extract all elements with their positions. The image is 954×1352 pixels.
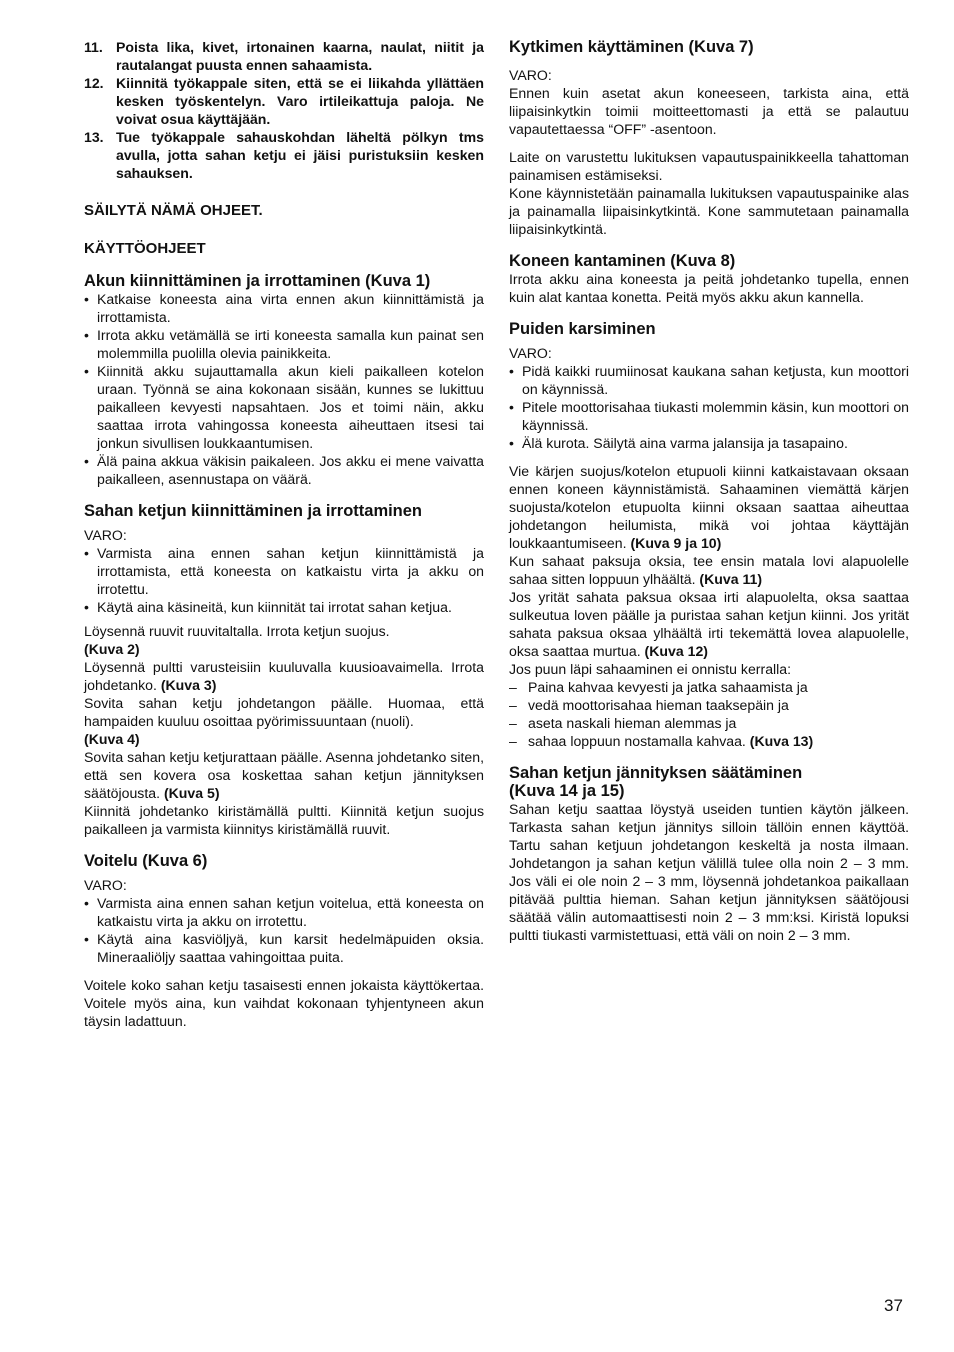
list-item: • Varmista aina ennen sahan ketjun voitelua, että koneesta on katkaistu virta ja akku on irrotettu. <box>84 894 484 930</box>
chain-paragraph: Löysennä ruuvit ruuvitaltalla. Irrota ketjun suojus. (Kuva 2) <box>84 623 390 657</box>
list-item: 11. Poista lika, kivet, irtonainen kaarna, naulat, niitit ja rautalangat puusta ennen sahaamista. <box>84 39 484 73</box>
list-item: • Pidä kaikki ruumiinosat kaukana sahan ketjusta, kun moottori on käynnissä. <box>509 362 909 398</box>
list-item: • Irrota akku vetämällä se irti koneesta samalla kun painat sen molemmilla puolilla olevia painikkeita. <box>84 326 484 362</box>
switch-paragraph: Kone käynnistetään painamalla lukituksen vapautuspainike alas ja painamalla liipaisinkytkintä. Kone sammutetaan painamalla liipaisinkytkintä. <box>509 185 909 237</box>
chain-paragraph: Sovita sahan ketju johdetangon päälle. Huomaa, että hampaiden kuuluu osoittaa pyörimissuuntaan (nuoli). (Kuva 4) <box>84 695 484 747</box>
tension-paragraph: Sahan ketju saattaa löystyä useiden tuntien käytön jälkeen. Tarkasta sahan ketjun jännitys silloin tällöin ennen käyttöä. Tartu sahan ketjuun johdetangon keskeltä ja nosta ilmaan. Johdetangon ja sahan ketjun välillä tulee olla noin 2 – 3 mm. Jos väli ei ole noin 2 – 3 mm, löysennä johdetankoa paikallaan pitävää pulttia hieman. Sahan ketjun jännityksen säätöjousi säätää välin automaattisesti noin 2 – 3 mm:ksi. Kiristä lopuksi pultti tiukasti varmistettuasi, että väli on noin 2 – 3 mm. <box>509 801 909 943</box>
list-item: – vedä moottorisahaa hieman taaksepäin ja <box>509 696 909 714</box>
chain-paragraph: Kiinnitä johdetanko kiristämällä pultti. Kiinnitä ketjun suojus paikalleen ja varmista kiinnitys kiristämällä ruuvit. <box>84 803 484 837</box>
switch-paragraph: Laite on varustettu lukituksen vapautuspainikkeella tahattoman painamisen estämiseksi. <box>509 149 909 183</box>
right-column <box>509 38 909 944</box>
chain-paragraph: Löysennä pultti varusteisiin kuuluvalla kuusioavaimella. Irrota johdetanko. (Kuva 3) <box>84 659 484 693</box>
switch-paragraph: Ennen kuin asetat akun koneeseen, tarkista aina, että liipaisinkytkin toimii moitteettomasti ja että se palautuu vapautettaessa “OFF” -asentoon. <box>509 85 909 137</box>
pruning-paragraph: Jos yrität sahata paksua oksaa irti alapuolelta, oksa saattaa sulkeutua loven päälle ja puristaa sahan ketjun kiinni. Jos yrität sahata paksua oksaa ylhäältä irti tekemättä lovea alapuolelle, oksa saattaa murtua. (Kuva 12) <box>509 589 909 659</box>
list-item: • Käytä aina käsineitä, kun kiinnität tai irrotat sahan ketjua. <box>84 598 484 616</box>
chain-bullets <box>84 544 484 616</box>
list-item: • Älä paina akkua väkisin paikaleen. Jos akku ei mene vaivatta paikalleen, asennustapa on väärä. <box>84 452 484 488</box>
pruning-steps <box>509 678 909 750</box>
caution-label: VARO: <box>84 877 127 893</box>
chain-paragraph: Sovita sahan ketju ketjurattaan päälle. Asenna johdetanko siten, että sen kovera osa koskettaa sahan ketjun jännityksen säätöjousta. (Kuva 5) <box>84 749 484 801</box>
pruning-bullets <box>509 362 909 452</box>
list-item: • Pitele moottorisahaa tiukasti molemmin käsin, kun moottori on käynnissä. <box>509 398 909 434</box>
caution-label: VARO: <box>84 527 127 543</box>
pruning-heading: Puiden karsiminen <box>509 320 656 338</box>
left-column <box>84 38 484 1030</box>
chain-heading: Sahan ketjun kiinnittäminen ja irrottaminen <box>84 502 422 520</box>
list-item: • Älä kurota. Säilytä aina varma jalansija ja tasapaino. <box>509 434 909 452</box>
list-item: • Varmista aina ennen sahan ketjun kiinnittämistä ja irrottamista, että koneesta on katkaistu virta ja akku on irrotettu. <box>84 544 484 598</box>
operating-instructions-heading: KÄYTTÖOHJEET <box>84 240 206 257</box>
lubrication-paragraph: Voitele koko sahan ketju tasaisesti ennen jokaista käyttökertaa. Voitele myös aina, kun vaihdat kokonaan tyhjentyneen akun täysin ladattuun. <box>84 977 484 1029</box>
lubrication-bullets <box>84 894 484 966</box>
battery-heading: Akun kiinnittäminen ja irrottaminen (Kuva 1) <box>84 272 431 290</box>
list-item: • Käytä aina kasviöljyä, kun karsit hedelmäpuiden oksia. Mineraaliöljy saattaa vahingoittaa puita. <box>84 930 484 966</box>
list-item: 13. Tue työkappale sahauskohdan läheltä pölkyn tms avulla, jotta sahan ketju ei jäisi puristuksiin kesken sahauksen. <box>84 129 484 181</box>
list-item: • Kiinnitä akku sujauttamalla akun kieli paikalleen kotelon uraan. Työnnä se aina kokonaan sisään, kunnes se lukittuu paikalleen kevyesti napsahtaen. Jos et toimi näin, akku saattaa irrota vahingossa koneesta aiheuttaen itsesi tai jonkun sivullisen loukkaantumisen. <box>84 362 484 452</box>
battery-bullets <box>84 290 484 488</box>
page-number: 37 <box>884 1296 903 1315</box>
list-item: – aseta naskali hieman alemmas ja <box>509 714 909 732</box>
pruning-paragraph: Kun sahaat paksuja oksia, tee ensin matala lovi alapuolelle sahaa sitten loppuun ylhäältä. (Kuva 11) <box>509 553 909 587</box>
list-item: – sahaa loppuun nostamalla kahvaa. (Kuva 13) <box>509 732 909 750</box>
list-item: – Paina kahvaa kevyesti ja jatka sahaamista ja <box>509 678 909 696</box>
pruning-paragraph: Jos puun läpi sahaaminen ei onnistu kerralla: <box>509 661 792 677</box>
save-instructions-heading: SÄILYTÄ NÄMÄ OHJEET. <box>84 202 263 219</box>
caution-label: VARO: <box>509 67 552 83</box>
caution-label: VARO: <box>509 345 552 361</box>
switch-heading: Kytkimen käyttäminen (Kuva 7) <box>509 38 754 56</box>
safety-numbered-list <box>84 38 484 182</box>
pruning-paragraph: Vie kärjen suojus/kotelon etupuoli kiinni katkaistavaan oksaan ennen koneen käynnistämistä. Sahaaminen viemättä kärjen suojusta/kotelon etupuolta kiinni oksaan saattaa aiheuttaa johdetangon heilumista, mikä voi johtaa käyttäjän loukkaantumiseen. (Kuva 9 ja 10) <box>509 463 909 551</box>
tension-heading: Sahan ketjun jännityksen säätäminen (Kuva 14 ja 15) <box>509 764 803 800</box>
list-item: 12. Kiinnitä työkappale siten, että se ei liikahda yllättäen kesken työskentelyn. Varo irtileikattuja paloja. Ne voivat osua käyttäjään. <box>84 75 484 127</box>
lubrication-heading: Voitelu (Kuva 6) <box>84 852 208 870</box>
carrying-heading: Koneen kantaminen (Kuva 8) <box>509 252 736 270</box>
list-item: • Katkaise koneesta aina virta ennen akun kiinnittämistä ja irrottamista. <box>84 290 484 326</box>
carrying-paragraph: Irrota akku aina koneesta ja peitä johdetanko tupella, ennen kuin alat kantaa konetta. Peitä myös akku akun kannella. <box>509 271 909 305</box>
